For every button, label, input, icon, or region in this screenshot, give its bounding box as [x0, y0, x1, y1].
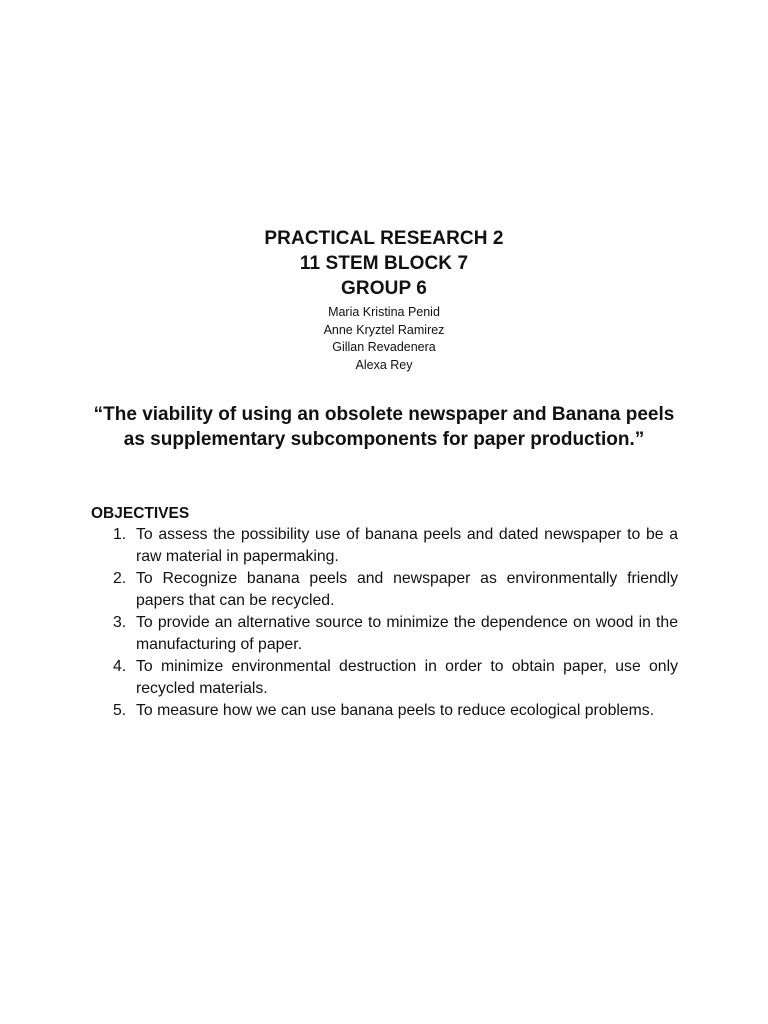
objective-text: To Recognize banana peels and newspaper as environmentally friendly papers that can be recycled.	[136, 570, 678, 609]
objective-number: 1.	[113, 526, 127, 543]
objective-item	[91, 524, 678, 568]
objective-text: To measure how we can use banana peels to reduce ecological problems.	[136, 702, 655, 719]
objective-text: To provide an alternative source to minimize the dependence on wood in the manufacturing of paper.	[136, 614, 678, 653]
objectives-list	[91, 524, 678, 722]
member-name: Maria Kristina Penid	[328, 305, 440, 319]
objective-text: To minimize environmental destruction in order to obtain paper, use only recycled materials.	[136, 658, 678, 697]
member-list	[0, 304, 768, 374]
member-name: Gillan Revadenera	[332, 340, 436, 354]
cover-header	[0, 226, 768, 374]
objectives-heading: OBJECTIVES	[91, 505, 190, 522]
member-name: Alexa Rey	[355, 357, 413, 372]
objective-item	[91, 568, 678, 612]
objective-item	[91, 700, 678, 722]
objective-number: 3.	[113, 614, 127, 631]
objective-item	[91, 612, 678, 656]
group-label: GROUP 6	[341, 278, 427, 299]
course-title: PRACTICAL RESEARCH 2	[264, 228, 504, 249]
section-label: 11 STEM BLOCK 7	[299, 253, 469, 274]
member-name: Anne Kryztel Ramirez	[323, 322, 445, 337]
objective-number: 5.	[113, 702, 127, 719]
objective-text: To assess the possibility use of banana peels and dated newspaper to be a raw material in papermaking.	[136, 526, 678, 565]
objective-number: 4.	[113, 658, 127, 675]
research-title: “The viability of using an obsolete newspaper and Banana peels as supplementary subcomponents for paper production.”	[93, 404, 675, 450]
objective-number: 2.	[113, 570, 127, 587]
objective-item	[91, 656, 678, 700]
